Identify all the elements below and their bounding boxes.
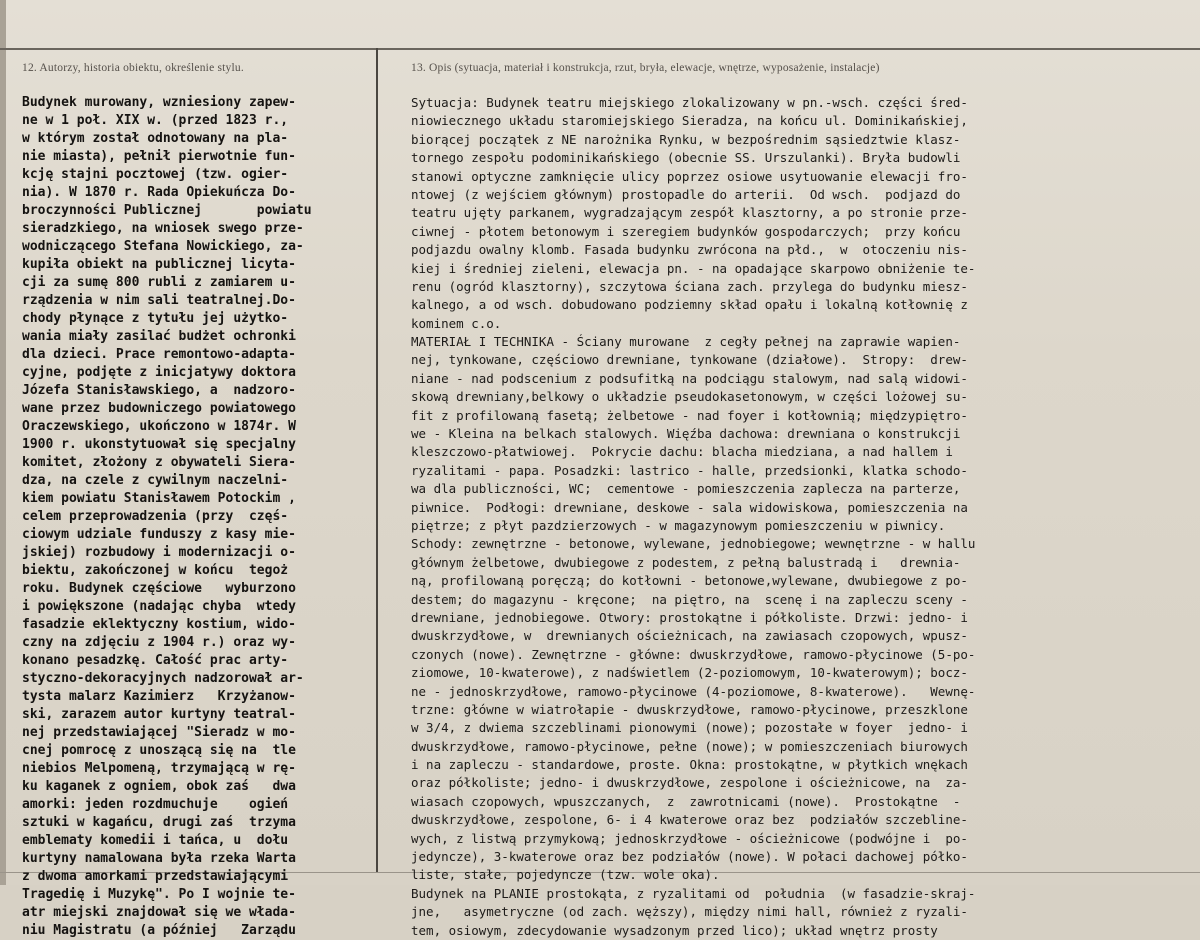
history-text-line: roku. Budynek częściowe wyburzono xyxy=(22,581,296,596)
description-text-line: ryzalitami - papa. Posadzki: lastrico - halle, przedsionki, klatka schodo- xyxy=(411,462,968,478)
description-text-line: Schody: zewnętrzne - betonowe, wylewane, jednobiegowe; wewnętrzne - w hallu xyxy=(411,536,976,552)
description-text-line: ziomowe, 10-kwaterowe), z nadświetlem (2-poziomowym, 10-kwaterowym); bocz- xyxy=(411,665,968,681)
description-text-line: kominem c.o. xyxy=(411,315,502,331)
history-text-line: jskiej) rozbudowy i modernizacji o- xyxy=(22,545,296,560)
description-text-line: niane - nad podscenium z podsufitką na podciągu stalowym, nad salą widowi- xyxy=(411,370,968,386)
history-text-line: kurtyny namalowana była rzeka Warta xyxy=(22,851,296,866)
history-text-line: 1900 r. ukonstytuował się specjalny xyxy=(22,437,296,452)
description-text-line: fit z profilowaną fasetą; żelbetowe - nad foyer i kotłownią; międzypiętro- xyxy=(411,407,968,423)
history-text-line: kupiła obiekt na publicznej licyta- xyxy=(22,257,296,272)
history-text-line: Oraczewskiego, ukończono w 1874r. W xyxy=(22,419,296,434)
description-text-line: i na zapleczu - standardowe, proste. Okna: prostokątne, w płytkich wnękach xyxy=(411,757,968,773)
history-text-line: celem przeprowadzenia (przy częś- xyxy=(22,509,289,524)
history-text-line: rządzenia w nim sali teatralnej.Do- xyxy=(22,293,296,308)
history-text-line: broczynności Publicznej powiatu xyxy=(22,203,312,218)
description-text-line: dwuskrzydłowe, w drewnianych ościeżnicach, na zawiasach czopowych, wpusz- xyxy=(411,628,968,644)
history-text-line: wania miały zasilać budżet ochronki xyxy=(22,329,296,344)
history-text-line: dla dzieci. Prace remontowo-adapta- xyxy=(22,347,296,362)
history-text-line: i powiększone (nadając chyba wtedy xyxy=(22,599,296,614)
description-text-line: wa dla publiczności, WC; cementowe - pomieszczenia zaplecza na parterze, xyxy=(411,481,961,497)
history-text-line: Tragedię i Muzykę". Po I wojnie te- xyxy=(22,887,296,902)
history-text-line: w którym został odnotowany na pla- xyxy=(22,131,289,146)
description-text-line: dwuskrzydłowe, ramowo-płycinowe, pełne (nowe); w pomieszczeniach biurowych xyxy=(411,738,968,754)
section-13-header: 13. Opis (sytuacja, materiał i konstrukcja, rzut, bryła, elewacje, wnętrze, wyposażenie, instalacje) xyxy=(411,62,880,74)
history-text-line: ski, zarazem autor kurtyny teatral- xyxy=(22,707,296,722)
description-text-line: oraz półkoliste; jedno- i dwuskrzydłowe, zespolone i ościeżnicowe, na za- xyxy=(411,775,968,791)
description-text-line: stanowi optyczne zamknięcie ulicy poprzez osiowe usytuowanie elewacji fro- xyxy=(411,168,968,184)
history-text-line: niu Magistratu (a później Zarządu xyxy=(22,923,296,938)
description-text-line: biorącej początek z NE narożnika Rynku, w bezpośrednim sąsiedztwie klasz- xyxy=(411,131,961,147)
description-text-line: jne, asymetryczne (od zach. węższy), między nimi hall, również z ryzali- xyxy=(411,904,968,920)
history-text-line: nia). W 1870 r. Rada Opiekuńcza Do- xyxy=(22,185,296,200)
description-text-line: podjazdu owalny klomb. Fasada budynku zwrócona na płd., w otoczeniu nis- xyxy=(411,242,968,258)
description-text-line: głównym żelbetowe, dwubiegowe z podestem, z pełną balustradą i drewnia- xyxy=(411,554,961,570)
column-divider xyxy=(376,48,378,873)
description-text-line: wych, z listwą przymykową; jednoskrzydłowe - ościeżnicowe (podwójne i po- xyxy=(411,830,968,846)
history-text-line: atr miejski znajdował się we włada- xyxy=(22,905,296,920)
history-text-line: tysta malarz Kazimierz Krzyżanow- xyxy=(22,689,296,704)
history-text-line: komitet, złożony z obywateli Siera- xyxy=(22,455,296,470)
description-text-line: nej, tynkowane, częściowo drewniane, tynkowane (działowe). Stropy: drew- xyxy=(411,352,968,368)
history-text-line: dza, na czele z cywilnym naczelni- xyxy=(22,473,289,488)
description-text-line: dwuskrzydłowe, zespolone, 6- i 4 kwaterowe oraz bez podziałów szczebline- xyxy=(411,812,968,828)
history-text-line: Budynek murowany, wzniesiony zapew- xyxy=(22,95,296,110)
description-text-line: wiasach czopowych, wpuszczanych, z zawrotnicami (nowe). Prostokątne - xyxy=(411,793,961,809)
history-text-line: wane przez budowniczego powiatowego xyxy=(22,401,296,416)
history-text-line: amorki: jeden rozdmuchuje ogień xyxy=(22,797,289,812)
history-text-line: czny na zdjęciu z 1904 r.) oraz wy- xyxy=(22,635,296,650)
history-text-line: styczno-dekoracyjnych nadzorował ar- xyxy=(22,671,304,686)
description-text-line: kleszczowo-płatwiowej. Pokrycie dachu: blacha miedziana, a nad hallem i xyxy=(411,444,953,460)
history-text-line: cyjne, podjęte z inicjatywy doktora xyxy=(22,365,296,380)
description-text-line: kiej i średniej zieleni, elewacja pn. - na opadające skarpowo obniżenie te- xyxy=(411,260,976,276)
history-text-line: sieradzkiego, na wniosek swego prze- xyxy=(22,221,304,236)
description-text-line: piwnice. Podłogi: drewniane, deskowe - sala widowiskowa, pomieszczenia na xyxy=(411,499,968,515)
top-rule xyxy=(0,48,1200,50)
description-text-line: teatru ujęty parkanem, wygradzającym zespół klasztorny, a po stronie prze- xyxy=(411,205,968,221)
history-text-line: fasadzie eklektyczny kostium, wido- xyxy=(22,617,296,632)
description-text-line: tem, osiowym, zdecydowanie wysadzonym przed lico); układ wnętrz prosty xyxy=(411,922,938,938)
history-text-line: kcję stajni pocztowej (tzw. ogier- xyxy=(22,167,289,182)
history-text-line: emblematy komedii i tańca, u dołu xyxy=(22,833,289,848)
description-text-line: piętrze; z płyt pazdzierzowych - w magazynowym pomieszczeniu w piwnicy. xyxy=(411,517,946,533)
page-left-edge xyxy=(0,0,6,885)
history-text-line: chody płynące z tytułu jej użytko- xyxy=(22,311,289,326)
description-text-line: czonych (nowe). Zewnętrzne - główne: dwuskrzydłowe, ramowo-płycinowe (5-po- xyxy=(411,646,976,662)
history-text-line: ciowym udziale funduszy z kasy mie- xyxy=(22,527,296,542)
description-text-line: drewniane, jednobiegowe. Otwory: prostokątne i półkoliste. Drzwi: jedno- i xyxy=(411,609,968,625)
description-text-line: kalnego, a od wsch. dobudowano podziemny skład opału i lokalną kotłownię z xyxy=(411,297,968,313)
section-12-header: 12. Autorzy, historia obiektu, określenie stylu. xyxy=(22,62,244,74)
description-text-line: trzne: główne w wiatrołapie - dwuskrzydłowe, ramowo-płycinowe, przeszklone xyxy=(411,701,968,717)
history-text-line: biektu, zakończonej w końcu tegoż xyxy=(22,563,289,578)
history-text-line: z dwoma amorkami przedstawiającymi xyxy=(22,869,289,884)
history-text-line: nie miasta), pełnił pierwotnie fun- xyxy=(22,149,296,164)
history-text-line: ku kaganek z ogniem, obok zaś dwa xyxy=(22,779,296,794)
description-text-line: skową drewniany,belkowy o układzie pseudokasetonowym, w części lożowej su- xyxy=(411,389,968,405)
description-text-line: destem; do magazynu - kręcone; na piętro, na scenę i na zapleczu sceny - xyxy=(411,591,968,607)
description-text-line: renu (ogród klasztorny), szczytowa ściana zach. przylega do budynku miesz- xyxy=(411,278,968,294)
description-text-line: MATERIAŁ I TECHNIKA - Ściany murowane z cegły pełnej na zaprawie wapien- xyxy=(411,334,961,350)
history-text-line: cnej pomrocę z unoszącą się na tle xyxy=(22,743,296,758)
history-text-line: sztuki w kagańcu, drugi zaś trzyma xyxy=(22,815,296,830)
description-text-line: liste, stałe, pojedyncze (tzw. wole oka). xyxy=(411,867,720,883)
description-text-line: ciwnej - płotem betonowym i szeregiem budynków gospodarczych; przy końcu xyxy=(411,223,961,239)
description-text-line: jedyncze), 3-kwaterowe oraz bez podziałów (nowe). W połaci dachowej półko- xyxy=(411,849,968,865)
description-text-line: Sytuacja: Budynek teatru miejskiego zlokalizowany w pn.-wsch. części śred- xyxy=(411,95,968,110)
description-text-line: w 3/4, z dwiema szczeblinami pionowymi (nowe); pozostałe w foyer jedno- i xyxy=(411,720,968,736)
description-text-line: niowiecznego układu staromiejskiego Sieradza, na końcu ul. Dominikańskiej, xyxy=(411,113,968,129)
description-text-line: ntowej (z wejściem głównym) prostopadle do arterii. Od wsch. podjazd do xyxy=(411,186,961,202)
history-text-line: cji za sumę 800 rubli z zamiarem u- xyxy=(22,275,296,290)
description-text-line: tornego zespołu podominikańskiego (obecnie SS. Urszulanki). Bryła budowli xyxy=(411,150,961,166)
history-text-line: nej przedstawiającej "Sieradz w mo- xyxy=(22,725,296,740)
history-text-line: wodniczącego Stefana Nowickiego, za- xyxy=(22,239,304,254)
history-text-column xyxy=(22,94,367,940)
history-text-line: konano pesadzkę. Całość prac arty- xyxy=(22,653,289,668)
description-text-line: we - Kleina na belkach stalowych. Więźba dachowa: drewniana o konstrukcji xyxy=(411,426,961,442)
history-text-line: niebios Melpomeną, trzymającą w rę- xyxy=(22,761,296,776)
description-text-line: ne - jednoskrzydłowe, ramowo-płycinowe (4-poziomowe, 8-kwaterowe). Wewnę- xyxy=(411,683,976,699)
description-text-column xyxy=(411,94,1191,940)
description-text-line: ną, profilowaną poręczą; do kotłowni - betonowe,wylewane, dwubiegowe z po- xyxy=(411,573,968,589)
history-text-line: kiem powiatu Stanisławem Potockim , xyxy=(22,491,296,506)
description-text-line: Budynek na PLANIE prostokąta, z ryzalitami od południa (w fasadzie-skraj- xyxy=(411,885,976,901)
history-text-line: Józefa Stanisławskiego, a nadzoro- xyxy=(22,383,296,398)
history-text-line: ne w 1 poł. XIX w. (przed 1823 r., xyxy=(22,113,289,128)
